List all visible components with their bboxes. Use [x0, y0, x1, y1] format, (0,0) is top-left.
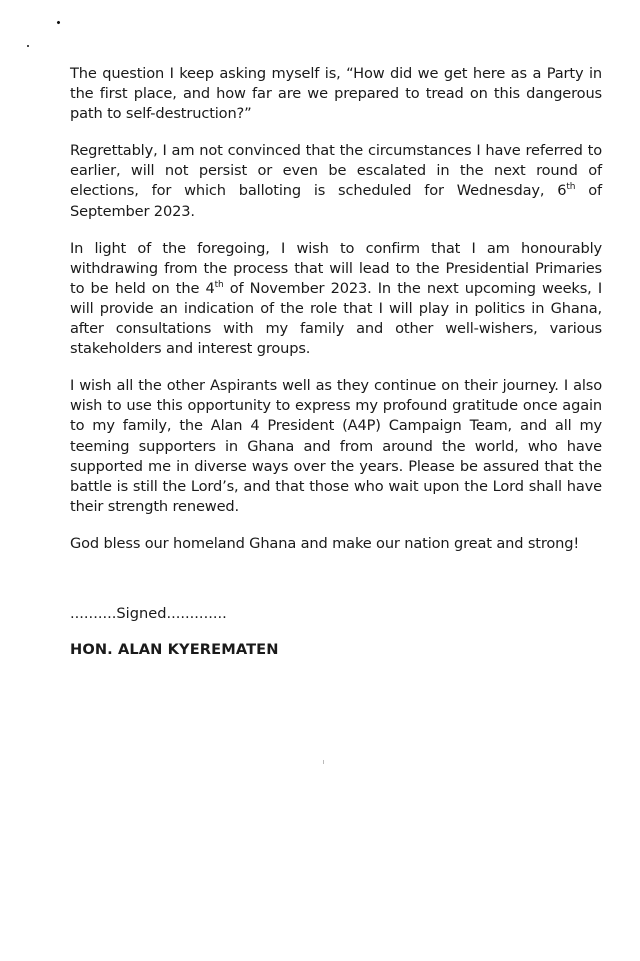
signature-line: ..........Signed.............: [70, 605, 227, 622]
scan-speck: [27, 45, 29, 47]
closing-blessing: God bless our homeland Ghana and make our nation great and strong!: [70, 534, 580, 552]
paragraph-question: The question I keep asking myself is, “How did we get here as a Party in the first place, and how far are we prepared to tread on this dangerous path to self-destruction?”: [70, 65, 602, 123]
letter-body: [70, 64, 602, 554]
paragraph-gratitude: I wish all the other Aspirants well as they continue on their journey. I also wish to use this opportunity to express my profound gratitude once again to my family, the Alan 4 President (A4P) Campaign Team, and all my teeming supporters in Ghana and from around the world, who have supported me in diverse ways over the years. Please be assured that the battle is still the Lord’s, and that those who wait upon the Lord shall have their strength renewed.: [70, 377, 602, 515]
paragraph-withdrawal: In light of the foregoing, I wish to confirm that I am honourably withdrawing from the process that will lead to the Presidential Primaries to be held on the 4th of November 2023. In the next upcoming weeks, I will provide an indication of the role that I will play in politics in Ghana, after consultations with my family and other well-wishers, various stakeholders and interest groups.: [70, 239, 602, 358]
signatory-name: HON. ALAN KYEREMATEN: [70, 641, 279, 658]
scan-speck: [56, 20, 60, 24]
scan-artifact: [323, 760, 324, 764]
paragraph-regrettably: Regrettably, I am not convinced that the circumstances I have referred to earlier, will not persist or even be escalated in the next round of elections, for which balloting is scheduled for Wednesday, 6th of September 2023.: [70, 142, 602, 220]
